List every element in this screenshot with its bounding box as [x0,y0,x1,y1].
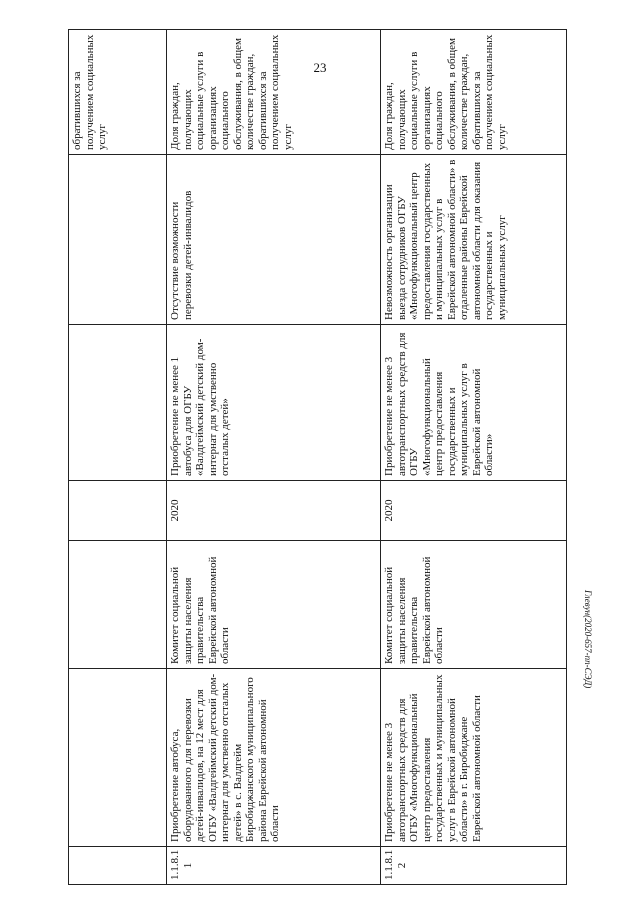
cell-num: 1.1.8.1 2 [381,847,567,885]
cell-result [69,325,167,481]
cell-executor [69,541,167,669]
cell-result: Приобретение не менее 1 автобуса для ОГБУ «Валдгеймский детский дом-интернат для умственно отсталых детей» [167,325,381,481]
cell-activity: Приобретение не менее 3 автотранспортных средств для ОГБУ «Многофункциональный центр предоставления государственных и муниципальных услуг в Еврейской автономной области» в г. Биробиджане Еврейской автономной области [381,669,567,847]
cell-year: 2020 [167,481,381,541]
cell-consequences: Невозможность организации выезда сотрудников ОГБУ «Многофункциональный центр предоставления государственных и муниципальных услуг в Еврейской автономной области» в отдаленные районы Еврейской автономной области для оказания государственных и муниципальных услуг [381,155,567,325]
rotated-table [68,30,566,885]
cell-indicator: Доля граждан, получающих социальные услуги в организациях социального обслуживания, в общем количестве граждан, обратившихся за получением социальных услуг [167,30,381,155]
table-row [167,30,381,885]
table-row-continued [69,30,167,885]
table-row [381,30,567,885]
cell-consequences: Отсутствие возможности перевозки детей-инвалидов [167,155,381,325]
program-table [68,29,567,885]
footer-code: Глевун(2020-657-пп-СЭД) [583,590,593,689]
cell-consequences [69,155,167,325]
cell-year [69,481,167,541]
cell-activity [69,669,167,847]
cell-activity: Приобретение автобуса, оборудованного для перевозки детей-инвалидов, на 12 мест для ОГБУ «Валдгеймский детский дом-интернат для умственно отсталых детей» в с. Валдгейм Биробиджанского муниципального района Еврейской автономной области [167,669,381,847]
cell-year: 2020 [381,481,567,541]
cell-executor: Комитет социальной защиты населения правительства Еврейской автономной области [381,541,567,669]
cell-executor: Комитет социальной защиты населения правительства Еврейской автономной области [167,541,381,669]
page-number: 23 [313,60,327,75]
cell-indicator: обратившихся за получением социальных услуг [69,30,167,155]
cell-result: Приобретение не менее 3 автотранспортных средств для ОГБУ «Многофункциональный центр предоставления государственных и муниципальных услуг в Еврейской автономной области» [381,325,567,481]
cell-num: 1.1.8.1 1 [167,847,381,885]
cell-num [69,847,167,885]
cell-indicator: Доля граждан, получающих социальные услуги в организациях социального обслуживания, в общем количестве граждан, обратившихся за получением социальных услуг [381,30,567,155]
